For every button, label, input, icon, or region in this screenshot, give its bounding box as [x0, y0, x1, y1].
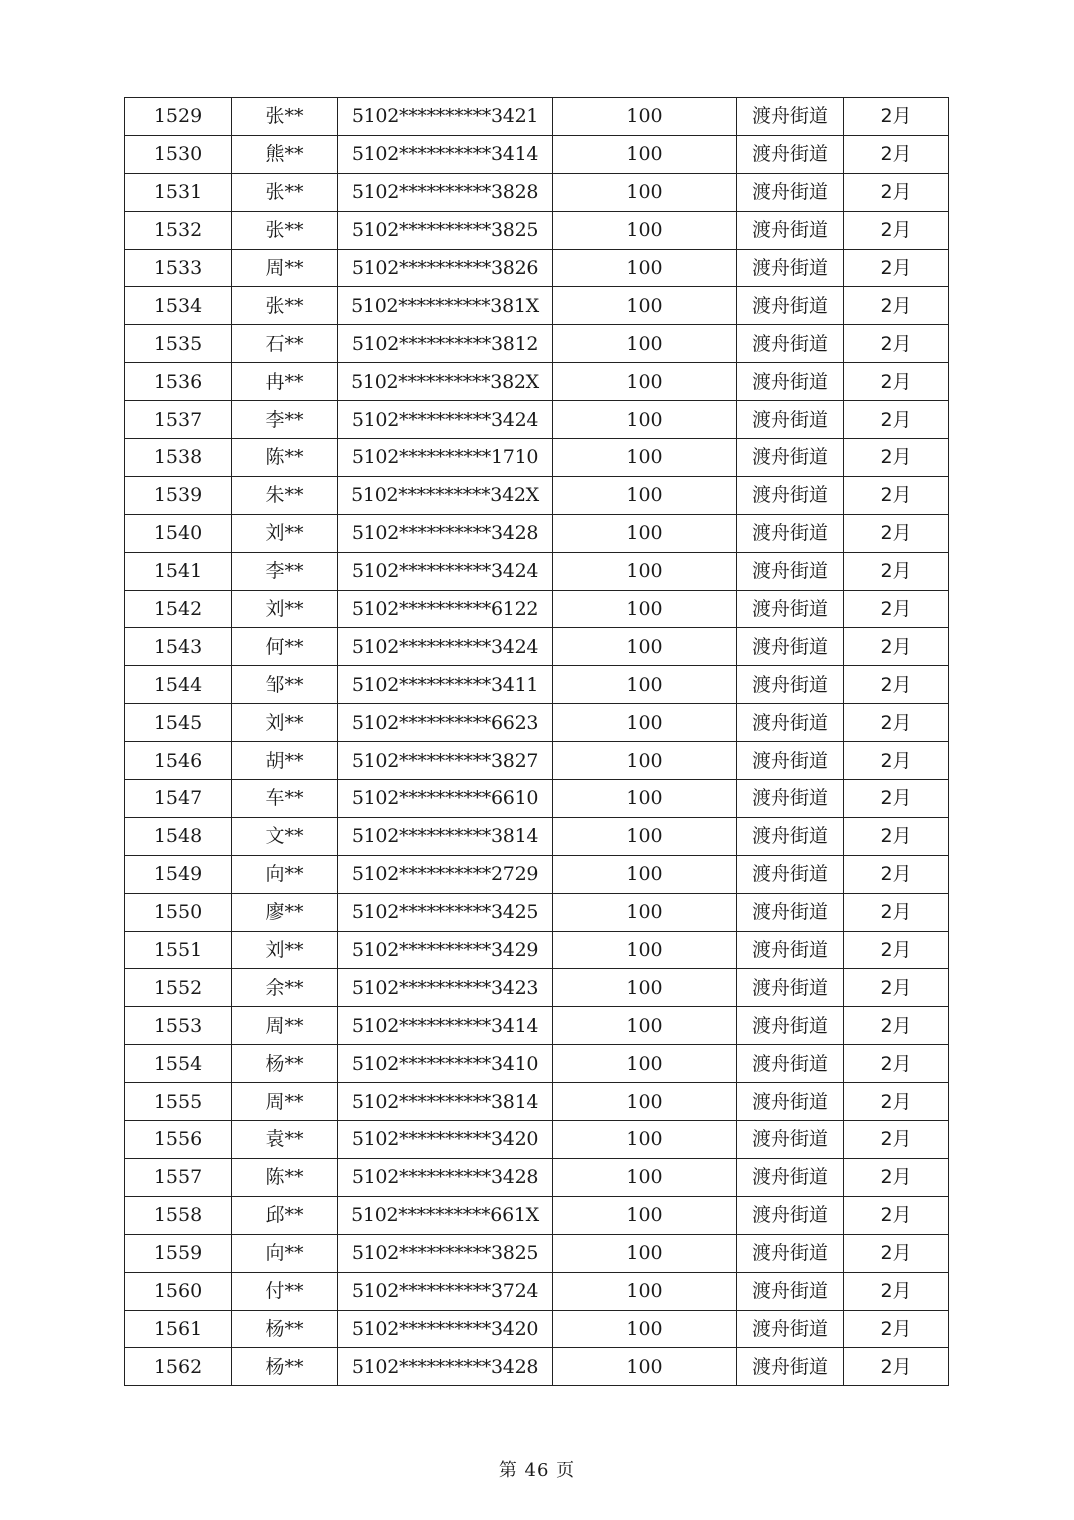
amount-cell: 100	[553, 1121, 737, 1159]
amount-cell: 100	[553, 1272, 737, 1310]
month-cell: 2月	[844, 969, 949, 1007]
street-area-cell: 渡舟街道	[737, 514, 844, 552]
month-cell: 2月	[844, 1158, 949, 1196]
id-number-cell: 5102**********3424	[338, 401, 553, 439]
month-cell: 2月	[844, 666, 949, 704]
id-number-cell: 5102**********6122	[338, 590, 553, 628]
id-number-cell: 5102**********3826	[338, 249, 553, 287]
id-number-cell: 5102**********3414	[338, 1007, 553, 1045]
name-cell: 胡**	[232, 742, 338, 780]
month-cell: 2月	[844, 1121, 949, 1159]
table-row	[125, 780, 949, 818]
street-area-cell: 渡舟街道	[737, 1083, 844, 1121]
row-number-cell: 1552	[125, 969, 232, 1007]
month-cell: 2月	[844, 704, 949, 742]
id-number-cell: 5102**********3423	[338, 969, 553, 1007]
name-cell: 陈**	[232, 439, 338, 477]
table-row	[125, 590, 949, 628]
amount-cell: 100	[553, 1348, 737, 1386]
id-number-cell: 5102**********661X	[338, 1196, 553, 1234]
amount-cell: 100	[553, 628, 737, 666]
id-number-cell: 5102**********6623	[338, 704, 553, 742]
month-cell: 2月	[844, 855, 949, 893]
name-cell: 周**	[232, 1083, 338, 1121]
street-area-cell: 渡舟街道	[737, 98, 844, 136]
id-number-cell: 5102**********3411	[338, 666, 553, 704]
street-area-cell: 渡舟街道	[737, 1121, 844, 1159]
table-row	[125, 287, 949, 325]
table-row	[125, 666, 949, 704]
row-number-cell: 1530	[125, 135, 232, 173]
amount-cell: 100	[553, 401, 737, 439]
row-number-cell: 1545	[125, 704, 232, 742]
name-cell: 邹**	[232, 666, 338, 704]
table-row	[125, 211, 949, 249]
month-cell: 2月	[844, 439, 949, 477]
month-cell: 2月	[844, 1007, 949, 1045]
street-area-cell: 渡舟街道	[737, 855, 844, 893]
table-row	[125, 1083, 949, 1121]
name-cell: 刘**	[232, 931, 338, 969]
street-area-cell: 渡舟街道	[737, 363, 844, 401]
row-number-cell: 1535	[125, 325, 232, 363]
street-area-cell: 渡舟街道	[737, 704, 844, 742]
subsidy-roster-table	[124, 97, 949, 1386]
table-row	[125, 325, 949, 363]
table-row	[125, 817, 949, 855]
table-row	[125, 893, 949, 931]
row-number-cell: 1543	[125, 628, 232, 666]
name-cell: 杨**	[232, 1045, 338, 1083]
amount-cell: 100	[553, 1007, 737, 1045]
month-cell: 2月	[844, 742, 949, 780]
amount-cell: 100	[553, 1045, 737, 1083]
month-cell: 2月	[844, 590, 949, 628]
name-cell: 何**	[232, 628, 338, 666]
table-row	[125, 135, 949, 173]
month-cell: 2月	[844, 1234, 949, 1272]
street-area-cell: 渡舟街道	[737, 1045, 844, 1083]
street-area-cell: 渡舟街道	[737, 135, 844, 173]
row-number-cell: 1550	[125, 893, 232, 931]
name-cell: 车**	[232, 780, 338, 818]
name-cell: 付**	[232, 1272, 338, 1310]
table-row	[125, 476, 949, 514]
name-cell: 廖**	[232, 893, 338, 931]
id-number-cell: 5102**********342X	[338, 476, 553, 514]
id-number-cell: 5102**********3827	[338, 742, 553, 780]
table-row	[125, 552, 949, 590]
row-number-cell: 1560	[125, 1272, 232, 1310]
street-area-cell: 渡舟街道	[737, 401, 844, 439]
amount-cell: 100	[553, 476, 737, 514]
month-cell: 2月	[844, 325, 949, 363]
row-number-cell: 1540	[125, 514, 232, 552]
row-number-cell: 1536	[125, 363, 232, 401]
table-body	[125, 98, 949, 1386]
month-cell: 2月	[844, 780, 949, 818]
name-cell: 周**	[232, 249, 338, 287]
name-cell: 石**	[232, 325, 338, 363]
table-row	[125, 98, 949, 136]
name-cell: 张**	[232, 287, 338, 325]
id-number-cell: 5102**********3410	[338, 1045, 553, 1083]
amount-cell: 100	[553, 1083, 737, 1121]
amount-cell: 100	[553, 135, 737, 173]
street-area-cell: 渡舟街道	[737, 590, 844, 628]
amount-cell: 100	[553, 552, 737, 590]
id-number-cell: 5102**********3814	[338, 817, 553, 855]
name-cell: 杨**	[232, 1310, 338, 1348]
amount-cell: 100	[553, 325, 737, 363]
street-area-cell: 渡舟街道	[737, 931, 844, 969]
table-row	[125, 173, 949, 211]
table-row	[125, 249, 949, 287]
month-cell: 2月	[844, 98, 949, 136]
id-number-cell: 5102**********3428	[338, 1158, 553, 1196]
id-number-cell: 5102**********3414	[338, 135, 553, 173]
table-row	[125, 1310, 949, 1348]
month-cell: 2月	[844, 1348, 949, 1386]
table-row	[125, 1234, 949, 1272]
row-number-cell: 1549	[125, 855, 232, 893]
amount-cell: 100	[553, 1196, 737, 1234]
row-number-cell: 1538	[125, 439, 232, 477]
amount-cell: 100	[553, 931, 737, 969]
amount-cell: 100	[553, 173, 737, 211]
street-area-cell: 渡舟街道	[737, 1272, 844, 1310]
name-cell: 李**	[232, 552, 338, 590]
row-number-cell: 1561	[125, 1310, 232, 1348]
row-number-cell: 1546	[125, 742, 232, 780]
month-cell: 2月	[844, 1310, 949, 1348]
id-number-cell: 5102**********3425	[338, 893, 553, 931]
row-number-cell: 1529	[125, 98, 232, 136]
amount-cell: 100	[553, 1158, 737, 1196]
row-number-cell: 1553	[125, 1007, 232, 1045]
table-row	[125, 628, 949, 666]
name-cell: 文**	[232, 817, 338, 855]
table-row	[125, 855, 949, 893]
month-cell: 2月	[844, 401, 949, 439]
name-cell: 向**	[232, 1234, 338, 1272]
amount-cell: 100	[553, 742, 737, 780]
street-area-cell: 渡舟街道	[737, 439, 844, 477]
name-cell: 冉**	[232, 363, 338, 401]
id-number-cell: 5102**********6610	[338, 780, 553, 818]
name-cell: 刘**	[232, 514, 338, 552]
street-area-cell: 渡舟街道	[737, 476, 844, 514]
row-number-cell: 1558	[125, 1196, 232, 1234]
id-number-cell: 5102**********382X	[338, 363, 553, 401]
month-cell: 2月	[844, 552, 949, 590]
id-number-cell: 5102**********3424	[338, 628, 553, 666]
id-number-cell: 5102**********3428	[338, 514, 553, 552]
month-cell: 2月	[844, 1272, 949, 1310]
street-area-cell: 渡舟街道	[737, 552, 844, 590]
table-row	[125, 514, 949, 552]
street-area-cell: 渡舟街道	[737, 893, 844, 931]
name-cell: 周**	[232, 1007, 338, 1045]
id-number-cell: 5102**********3420	[338, 1310, 553, 1348]
amount-cell: 100	[553, 855, 737, 893]
table-row	[125, 704, 949, 742]
name-cell: 袁**	[232, 1121, 338, 1159]
table-row	[125, 742, 949, 780]
amount-cell: 100	[553, 1310, 737, 1348]
id-number-cell: 5102**********1710	[338, 439, 553, 477]
amount-cell: 100	[553, 249, 737, 287]
name-cell: 张**	[232, 173, 338, 211]
row-number-cell: 1559	[125, 1234, 232, 1272]
month-cell: 2月	[844, 249, 949, 287]
table-row	[125, 1121, 949, 1159]
street-area-cell: 渡舟街道	[737, 287, 844, 325]
amount-cell: 100	[553, 969, 737, 1007]
table-row	[125, 1348, 949, 1386]
month-cell: 2月	[844, 287, 949, 325]
table-row	[125, 931, 949, 969]
street-area-cell: 渡舟街道	[737, 817, 844, 855]
id-number-cell: 5102**********3424	[338, 552, 553, 590]
month-cell: 2月	[844, 628, 949, 666]
row-number-cell: 1551	[125, 931, 232, 969]
name-cell: 刘**	[232, 590, 338, 628]
amount-cell: 100	[553, 287, 737, 325]
amount-cell: 100	[553, 1234, 737, 1272]
table-row	[125, 969, 949, 1007]
name-cell: 邱**	[232, 1196, 338, 1234]
name-cell: 向**	[232, 855, 338, 893]
name-cell: 刘**	[232, 704, 338, 742]
name-cell: 陈**	[232, 1158, 338, 1196]
row-number-cell: 1544	[125, 666, 232, 704]
month-cell: 2月	[844, 1083, 949, 1121]
row-number-cell: 1537	[125, 401, 232, 439]
amount-cell: 100	[553, 514, 737, 552]
id-number-cell: 5102**********3828	[338, 173, 553, 211]
amount-cell: 100	[553, 704, 737, 742]
table-row	[125, 1272, 949, 1310]
amount-cell: 100	[553, 211, 737, 249]
street-area-cell: 渡舟街道	[737, 780, 844, 818]
month-cell: 2月	[844, 1045, 949, 1083]
month-cell: 2月	[844, 893, 949, 931]
name-cell: 杨**	[232, 1348, 338, 1386]
month-cell: 2月	[844, 363, 949, 401]
table-row	[125, 439, 949, 477]
row-number-cell: 1542	[125, 590, 232, 628]
id-number-cell: 5102**********3421	[338, 98, 553, 136]
amount-cell: 100	[553, 780, 737, 818]
table-row	[125, 1045, 949, 1083]
id-number-cell: 5102**********3429	[338, 931, 553, 969]
amount-cell: 100	[553, 98, 737, 136]
month-cell: 2月	[844, 135, 949, 173]
table-row	[125, 1007, 949, 1045]
row-number-cell: 1548	[125, 817, 232, 855]
month-cell: 2月	[844, 1196, 949, 1234]
street-area-cell: 渡舟街道	[737, 666, 844, 704]
month-cell: 2月	[844, 211, 949, 249]
id-number-cell: 5102**********3724	[338, 1272, 553, 1310]
amount-cell: 100	[553, 439, 737, 477]
name-cell: 朱**	[232, 476, 338, 514]
name-cell: 熊**	[232, 135, 338, 173]
month-cell: 2月	[844, 514, 949, 552]
id-number-cell: 5102**********3825	[338, 1234, 553, 1272]
id-number-cell: 5102**********381X	[338, 287, 553, 325]
table-row	[125, 363, 949, 401]
id-number-cell: 5102**********3812	[338, 325, 553, 363]
row-number-cell: 1547	[125, 780, 232, 818]
name-cell: 张**	[232, 211, 338, 249]
street-area-cell: 渡舟街道	[737, 211, 844, 249]
street-area-cell: 渡舟街道	[737, 1348, 844, 1386]
table-row	[125, 401, 949, 439]
table-row	[125, 1196, 949, 1234]
month-cell: 2月	[844, 817, 949, 855]
street-area-cell: 渡舟街道	[737, 969, 844, 1007]
row-number-cell: 1556	[125, 1121, 232, 1159]
street-area-cell: 渡舟街道	[737, 628, 844, 666]
amount-cell: 100	[553, 893, 737, 931]
id-number-cell: 5102**********3814	[338, 1083, 553, 1121]
amount-cell: 100	[553, 590, 737, 628]
amount-cell: 100	[553, 817, 737, 855]
id-number-cell: 5102**********3825	[338, 211, 553, 249]
amount-cell: 100	[553, 363, 737, 401]
row-number-cell: 1532	[125, 211, 232, 249]
street-area-cell: 渡舟街道	[737, 1158, 844, 1196]
street-area-cell: 渡舟街道	[737, 249, 844, 287]
row-number-cell: 1557	[125, 1158, 232, 1196]
row-number-cell: 1533	[125, 249, 232, 287]
street-area-cell: 渡舟街道	[737, 325, 844, 363]
street-area-cell: 渡舟街道	[737, 1310, 844, 1348]
id-number-cell: 5102**********2729	[338, 855, 553, 893]
month-cell: 2月	[844, 931, 949, 969]
month-cell: 2月	[844, 476, 949, 514]
name-cell: 李**	[232, 401, 338, 439]
table-row	[125, 1158, 949, 1196]
row-number-cell: 1539	[125, 476, 232, 514]
page-number: 第 46 页	[498, 1460, 576, 1481]
id-number-cell: 5102**********3428	[338, 1348, 553, 1386]
street-area-cell: 渡舟街道	[737, 1196, 844, 1234]
name-cell: 余**	[232, 969, 338, 1007]
name-cell: 张**	[232, 98, 338, 136]
row-number-cell: 1562	[125, 1348, 232, 1386]
street-area-cell: 渡舟街道	[737, 1234, 844, 1272]
row-number-cell: 1534	[125, 287, 232, 325]
id-number-cell: 5102**********3420	[338, 1121, 553, 1159]
row-number-cell: 1555	[125, 1083, 232, 1121]
row-number-cell: 1541	[125, 552, 232, 590]
month-cell: 2月	[844, 173, 949, 211]
street-area-cell: 渡舟街道	[737, 1007, 844, 1045]
row-number-cell: 1554	[125, 1045, 232, 1083]
street-area-cell: 渡舟街道	[737, 173, 844, 211]
street-area-cell: 渡舟街道	[737, 742, 844, 780]
amount-cell: 100	[553, 666, 737, 704]
row-number-cell: 1531	[125, 173, 232, 211]
